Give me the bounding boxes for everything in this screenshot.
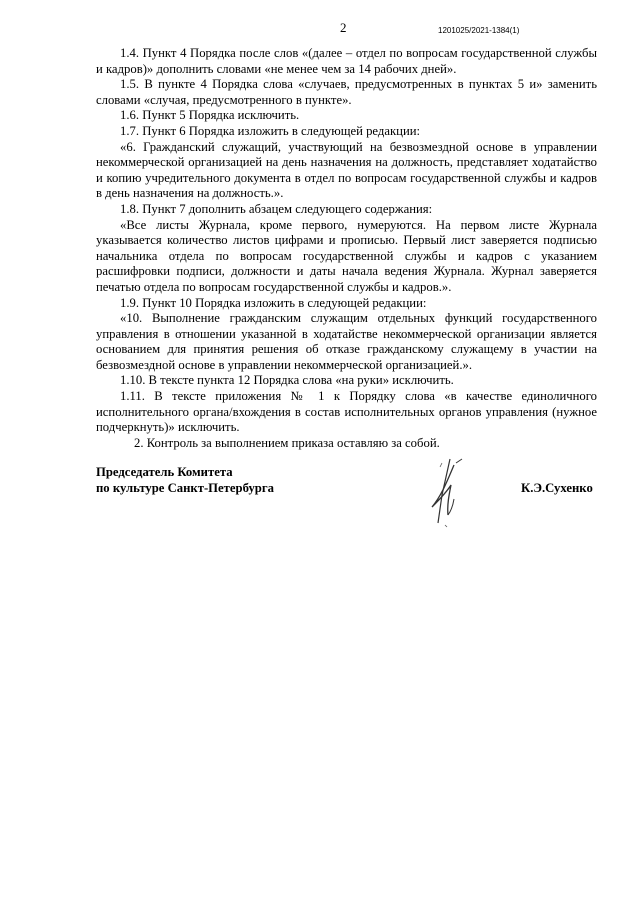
signatory-title-line-1: Председатель Комитета bbox=[96, 465, 233, 479]
paragraph-1-5: 1.5. В пункте 4 Порядка слова «случаев, предусмотренных в пунктах 5 и» заменить словами «случая, предусмотренного в пункте». bbox=[96, 77, 597, 107]
paragraph-1-4: 1.4. Пункт 4 Порядка после слов «(далее – отдел по вопросам государственной службы и кадров)» дополнить словами «не менее чем за 14 рабочих дней». bbox=[96, 46, 597, 76]
paragraph-1-11: 1.11. В тексте приложения № 1 к Порядку слова «в качестве единоличного исполнительного органа/вхождения в состав исполнительных органов управления (нужное подчеркнуть)» исключить. bbox=[96, 389, 597, 435]
signatory-title-line-2: по культуре Санкт-Петербурга bbox=[96, 481, 274, 495]
document-number: 1201025/2021-1384(1) bbox=[438, 26, 520, 35]
quoted-item-6: «6. Гражданский служащий, участвующий на безвозмездной основе в управлении некоммерческой организацией на день назначения на должность, представляет ходатайство и копию учредительного документа в отдел по вопросам государственной службы и кадров в день назначения на должность.». bbox=[96, 139, 597, 201]
paragraph-1-6: 1.6. Пункт 5 Порядка исключить. bbox=[120, 108, 300, 123]
paragraph-2: 2. Контроль за выполнением приказа оставляю за собой. bbox=[134, 435, 440, 450]
quoted-item-10: «10. Выполнение гражданским служащим отдельных функций государственного управления в отношении указанной в ходатайстве некоммерческой организации является основанием для принятия решения об отказе гражданскому служащему в участии на безвозмездной основе в управлении некоммерческой организацией.». bbox=[96, 311, 597, 372]
paragraph-1-9: 1.9. Пункт 10 Порядка изложить в следующей редакции: bbox=[120, 295, 427, 310]
signatory-title bbox=[96, 464, 274, 496]
paragraph-1-8: 1.8. Пункт 7 дополнить абзацем следующего содержания: bbox=[120, 201, 433, 216]
quoted-journal-text: «Все листы Журнала, кроме первого, нумеруются. На первом листе Журнала указывается количество листов цифрами и прописью. Первый лист заверяется подписью начальника отдела по вопросам государственной службы и кадров с указанием расшифровки подписи, должности и даты начала ведения Журнала. Журнал заверяется печатью отдела по вопросам государственной службы и кадров.». bbox=[96, 217, 597, 294]
document-body bbox=[96, 46, 597, 451]
paragraph-1-10: 1.10. В тексте пункта 12 Порядка слова «на руки» исключить. bbox=[120, 373, 454, 388]
page-number: 2 bbox=[340, 20, 347, 35]
signatory-name: К.Э.Сухенко bbox=[521, 481, 593, 495]
paragraph-1-7: 1.7. Пункт 6 Порядка изложить в следующей редакции: bbox=[120, 123, 421, 138]
handwritten-signature bbox=[418, 455, 478, 535]
